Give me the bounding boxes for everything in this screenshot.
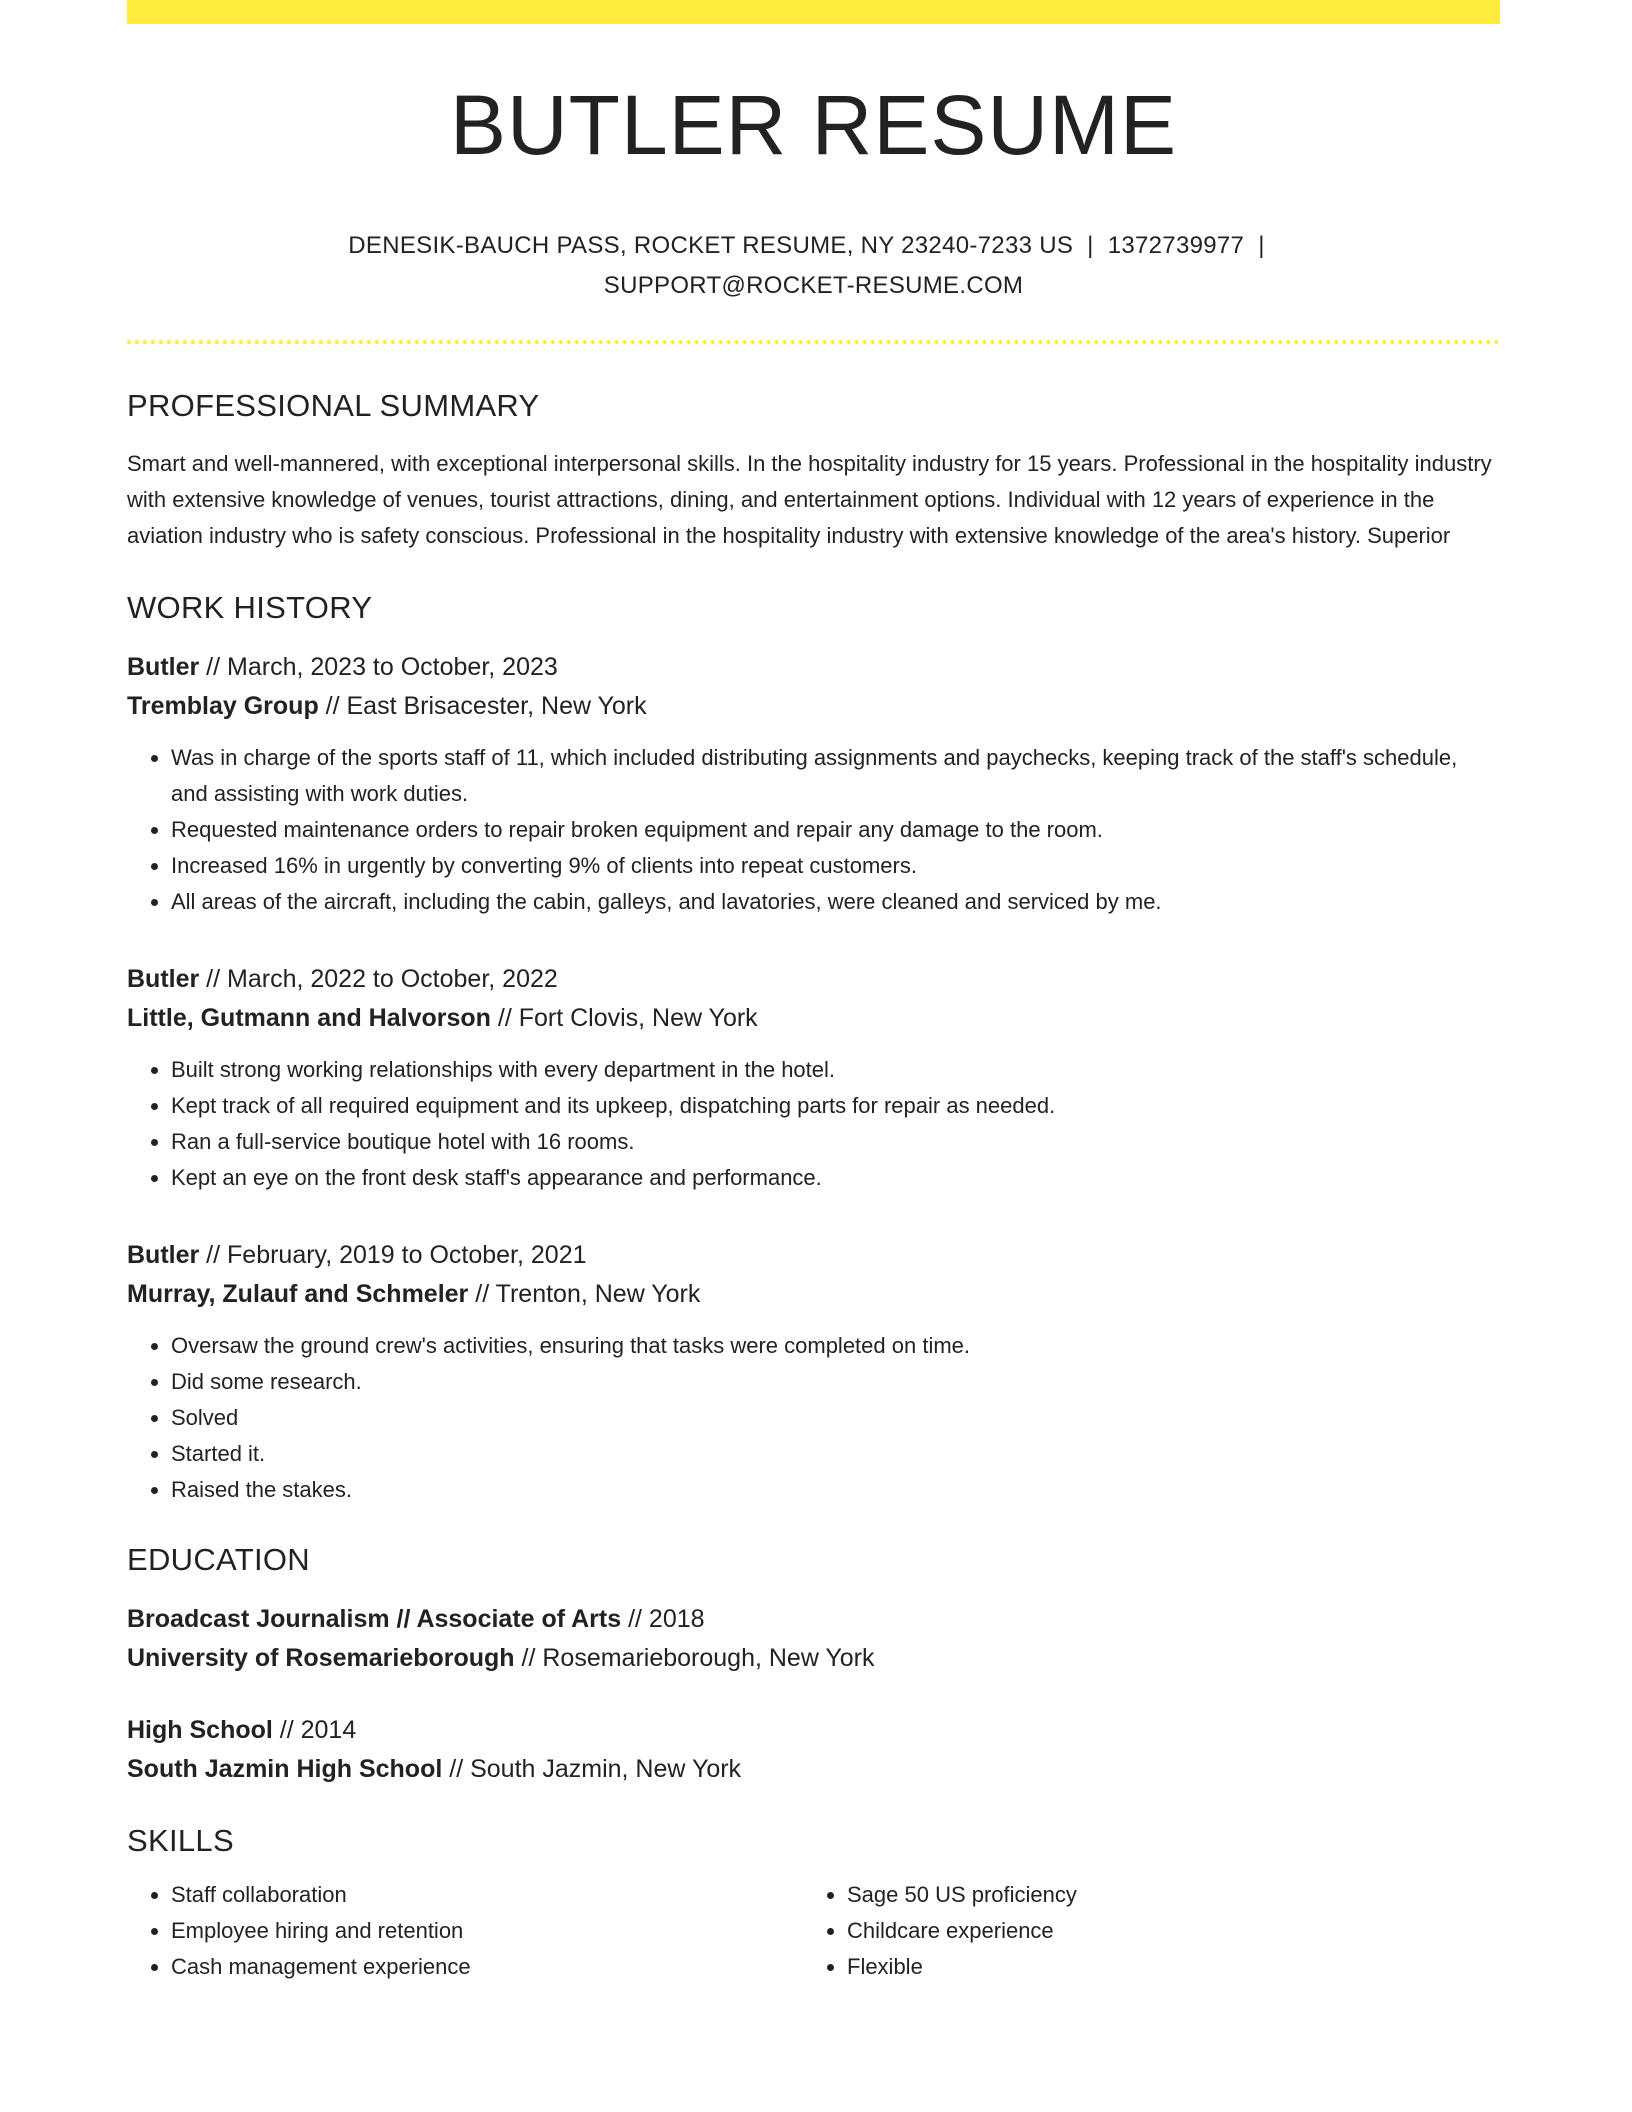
job-bullets — [127, 740, 1500, 920]
job-dates: // March, 2022 to October, 2022 — [199, 965, 558, 994]
job-role: Butler — [127, 1241, 200, 1270]
job-location: // East Brisacester, New York — [318, 692, 647, 721]
education-degree-line — [127, 1711, 1500, 1750]
skill-item: • Staff collaboration — [171, 1877, 803, 1913]
skill-item: • Employee hiring and retention — [171, 1913, 803, 1949]
job-bullet: • All areas of the aircraft, including the cabin, galleys, and lavatories, were cleaned and serviced by me. — [171, 884, 1500, 920]
job-entry — [127, 1236, 1500, 1508]
education-school-line — [127, 1639, 1500, 1678]
summary-text: Smart and well-mannered, with exceptional interpersonal skills. In the hospitality industry for 15 years. Professional in the hospitality industry with extensive knowledge of venues, tourist attractions, dining, and entertainment options. Individual with 12 years of experience in the aviation industry who is safety conscious. Professional in the hospitality industry with extensive knowledge of the area's history. Superior — [127, 451, 1492, 549]
resume-page — [127, 0, 1500, 1985]
contact-separator: | — [1087, 232, 1094, 260]
job-company: Murray, Zulauf and Schmeler — [127, 1280, 469, 1309]
education-year: // 2018 — [621, 1605, 705, 1634]
job-bullets — [127, 1328, 1500, 1508]
dotted-divider — [127, 340, 1500, 344]
contact-info — [127, 226, 1500, 306]
education-year: // 2014 — [272, 1716, 357, 1745]
contact-line-1 — [127, 226, 1500, 266]
education-entry — [127, 1600, 1500, 1678]
section-title-skills: SKILLS — [127, 1823, 234, 1859]
job-bullet: • Solved — [171, 1400, 1500, 1436]
job-bullet: • Ran a full-service boutique hotel with 16 rooms. — [171, 1124, 1500, 1160]
job-bullets — [127, 1052, 1500, 1196]
job-bullet: • Oversaw the ground crew's activities, ensuring that tasks were completed on time. — [171, 1328, 1500, 1364]
education-school-line — [127, 1750, 1500, 1789]
contact-separator: | — [1258, 232, 1265, 260]
contact-phone: 1372739977 — [1107, 232, 1245, 260]
skill-item: • Sage 50 US proficiency — [847, 1877, 1479, 1913]
job-bullet: • Did some research. — [171, 1364, 1500, 1400]
job-company: Little, Gutmann and Halvorson — [127, 1004, 491, 1033]
job-role: Butler — [127, 653, 200, 682]
education-entry — [127, 1711, 1500, 1789]
job-company-line — [127, 687, 1500, 726]
job-dates: // March, 2023 to October, 2023 — [199, 653, 558, 682]
education-degree: Broadcast Journalism // Associate of Arts — [127, 1605, 622, 1634]
job-bullet: • Requested maintenance orders to repair broken equipment and repair any damage to the room. — [171, 812, 1500, 848]
skill-item: • Childcare experience — [847, 1913, 1479, 1949]
job-company: Tremblay Group — [127, 692, 319, 721]
contact-address: DENESIK-BAUCH PASS, ROCKET RESUME, NY 23240-7233 US — [348, 232, 1074, 260]
job-role: Butler — [127, 965, 200, 994]
job-bullet: • Increased 16% in urgently by converting 9% of clients into repeat customers. — [171, 848, 1500, 884]
job-bullet: • Was in charge of the sports staff of 11, which included distributing assignments and paychecks, keeping track of the staff's schedule, and assisting with work duties. — [171, 740, 1500, 812]
contact-line-2 — [127, 266, 1500, 306]
job-role-line — [127, 1236, 1500, 1275]
section-title-work-history: WORK HISTORY — [127, 590, 373, 626]
education-location: // South Jazmin, New York — [442, 1755, 742, 1784]
job-location: // Fort Clovis, New York — [490, 1004, 758, 1033]
job-dates: // February, 2019 to October, 2021 — [199, 1241, 587, 1270]
job-role-line — [127, 960, 1500, 999]
job-bullet: • Built strong working relationships with every department in the hotel. — [171, 1052, 1500, 1088]
section-title-education: EDUCATION — [127, 1542, 310, 1578]
job-company-line — [127, 999, 1500, 1038]
job-bullet: • Raised the stakes. — [171, 1472, 1500, 1508]
job-location: // Trenton, New York — [468, 1280, 701, 1309]
resume-name: BUTLER RESUME — [449, 78, 1178, 172]
skills-grid — [127, 1877, 1500, 1985]
education-school: University of Rosemarieborough — [127, 1644, 515, 1673]
education-school: South Jazmin High School — [127, 1755, 443, 1784]
section-title-summary: PROFESSIONAL SUMMARY — [127, 388, 540, 424]
job-role-line — [127, 648, 1500, 687]
skills-column-left — [127, 1877, 803, 1985]
skill-item: • Flexible — [847, 1949, 1479, 1985]
contact-email: SUPPORT@ROCKET-RESUME.COM — [603, 272, 1024, 300]
skill-item: • Cash management experience — [171, 1949, 803, 1985]
top-accent-bar — [127, 0, 1500, 24]
job-bullet: • Started it. — [171, 1436, 1500, 1472]
job-company-line — [127, 1275, 1500, 1314]
education-degree: High School — [127, 1716, 273, 1745]
job-entry — [127, 648, 1500, 920]
job-bullet: • Kept track of all required equipment and its upkeep, dispatching parts for repair as needed. — [171, 1088, 1500, 1124]
skills-column-right — [803, 1877, 1479, 1985]
education-location: // Rosemarieborough, New York — [514, 1644, 875, 1673]
education-degree-line — [127, 1600, 1500, 1639]
job-entry — [127, 960, 1500, 1196]
job-bullet: • Kept an eye on the front desk staff's appearance and performance. — [171, 1160, 1500, 1196]
